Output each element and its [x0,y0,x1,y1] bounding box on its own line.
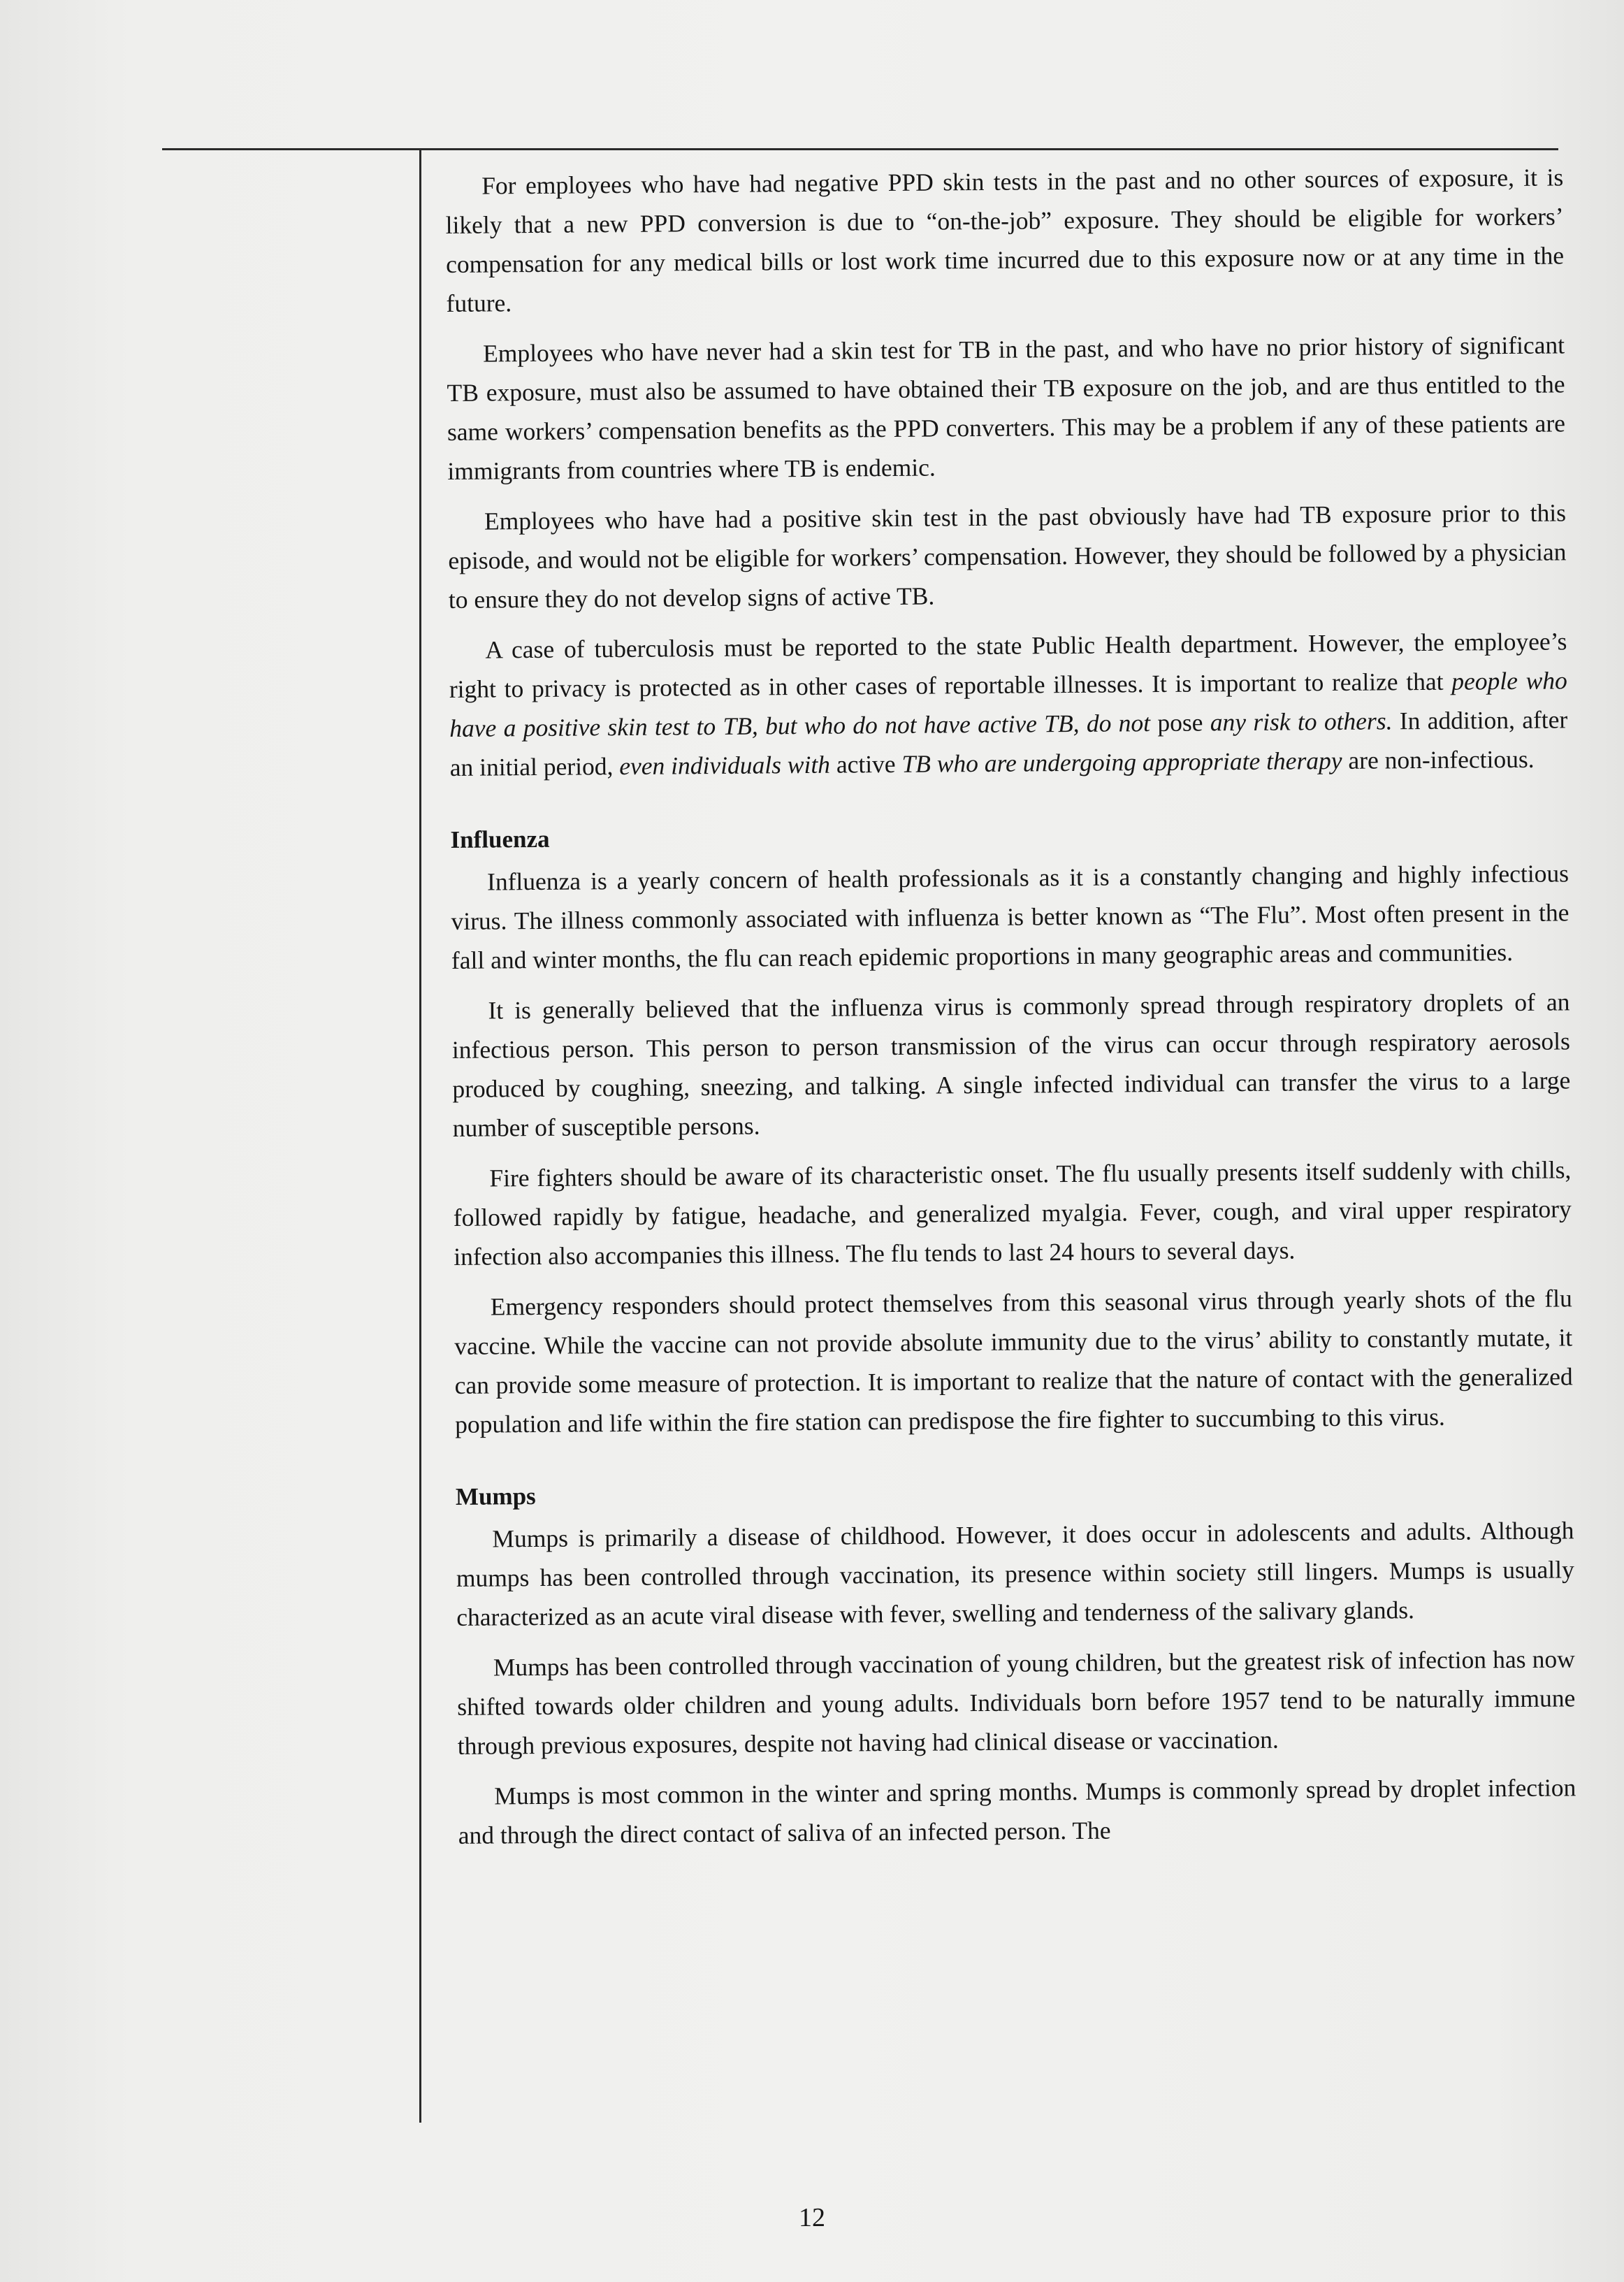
section-heading-influenza: Influenza [450,825,550,853]
paragraph: Influenza is a yearly concern of health professionals as it is a constantly changing and highly infectious virus. The illness commonly associated with influenza is better known as “The Flu”. Most often present in the fall and winter months, the flu can reach epidemic proportions in many geographic areas and communities. [451,859,1569,974]
text-run: active [829,749,902,779]
paragraph-reporting [449,621,1568,787]
paragraph: Employees who have had a positive skin test in the past obviously have had TB exposure prior to this episode, and would not be eligible for workers’ compensation. However, they should be followed by a physician to ensure they do not develop signs of active TB. [448,498,1567,614]
text-run: A case of tuberculosis must be reported to the state Public Health department. However, the employee’s right to privacy is protected as in other cases of reportable illnesses. It is important to realize that [449,627,1567,703]
paragraph: Mumps has been controlled through vaccination of young children, but the greatest risk of infection has now shifted towards older children and young adults. Individuals born before 1957 tend to be naturally immune through previous exposures, despite not having had clinical disease or vaccination. [457,1645,1576,1760]
text-run: In addition, after an initial period, [449,705,1568,781]
paragraph: Employees who have never had a skin test for TB in the past, and who have no prior history of significant TB exposure, must also be assumed to have obtained their TB exposure on the job, and are thus entitled to the same workers’ compensation benefits as the PPD converters. This may be a problem if any of these patients are immigrants from countries where TB is endemic. [447,331,1566,485]
page-number: 12 [799,2203,825,2232]
emphasis: even individuals with [619,750,831,781]
text-column [445,157,1579,2123]
paragraph: It is generally believed that the influenza virus is commonly spread through respiratory droplets of an infectious person. This person to person transmission of the virus can occur through respiratory aerosols produced by coughing, sneezing, and talking. A single infected individual can transfer the virus to a large number of susceptible persons. [451,988,1571,1142]
paragraph: Fire fighters should be aware of its characteristic onset. The flu usually presents itself suddenly with chills, followed rapidly by fatigue, headache, and generalized myalgia. Fever, cough, and viral upper respiratory infection also accompanies this illness. The flu tends to last 24 hours to several days. [453,1155,1572,1271]
paragraph: For employees who have had negative PPD skin tests in the past and no other sources of exposure, it is likely that a new PPD conversion is due to “on-the-job” exposure. They should be eligible for workers’ compensation for any medical bills or lost work time incurred due to this exposure now or at any time in the future. [445,163,1565,317]
emphasis: people who have a positive skin test to TB, but who do not have active TB, do not [449,666,1567,742]
section-heading-mumps: Mumps [455,1482,536,1510]
emphasis: any risk to others. [1210,707,1393,737]
paragraph: Mumps is primarily a disease of childhood. However, it does occur in adolescents and adults. Although mumps has been controlled through vaccination, its presence within society still lingers. Mumps is usually characterized as an acute viral disease with fever, swelling and tenderness of the salivary glands. [456,1516,1574,1631]
text-run: are non-infectious. [1342,744,1535,774]
header-rule [162,148,1558,150]
paragraph: Mumps is most common in the winter and spring months. Mumps is commonly spread by droplet infection and through the direct contact of saliva of an infected person. The [458,1773,1576,1849]
emphasis: TB who are undergoing appropriate therapy [901,746,1342,778]
margin-rule [419,148,421,2123]
text-run: pose [1150,708,1210,737]
paragraph: Emergency responders should protect themselves from this seasonal virus through yearly shots of the flu vaccine. While the vaccine can not provide absolute immunity due to the virus’ ability to constantly mutate, it can provide some measure of protection. It is important to realize that the nature of contact with the generalized population and life within the fire station can predispose the fire fighter to succumbing to this virus. [454,1284,1573,1438]
